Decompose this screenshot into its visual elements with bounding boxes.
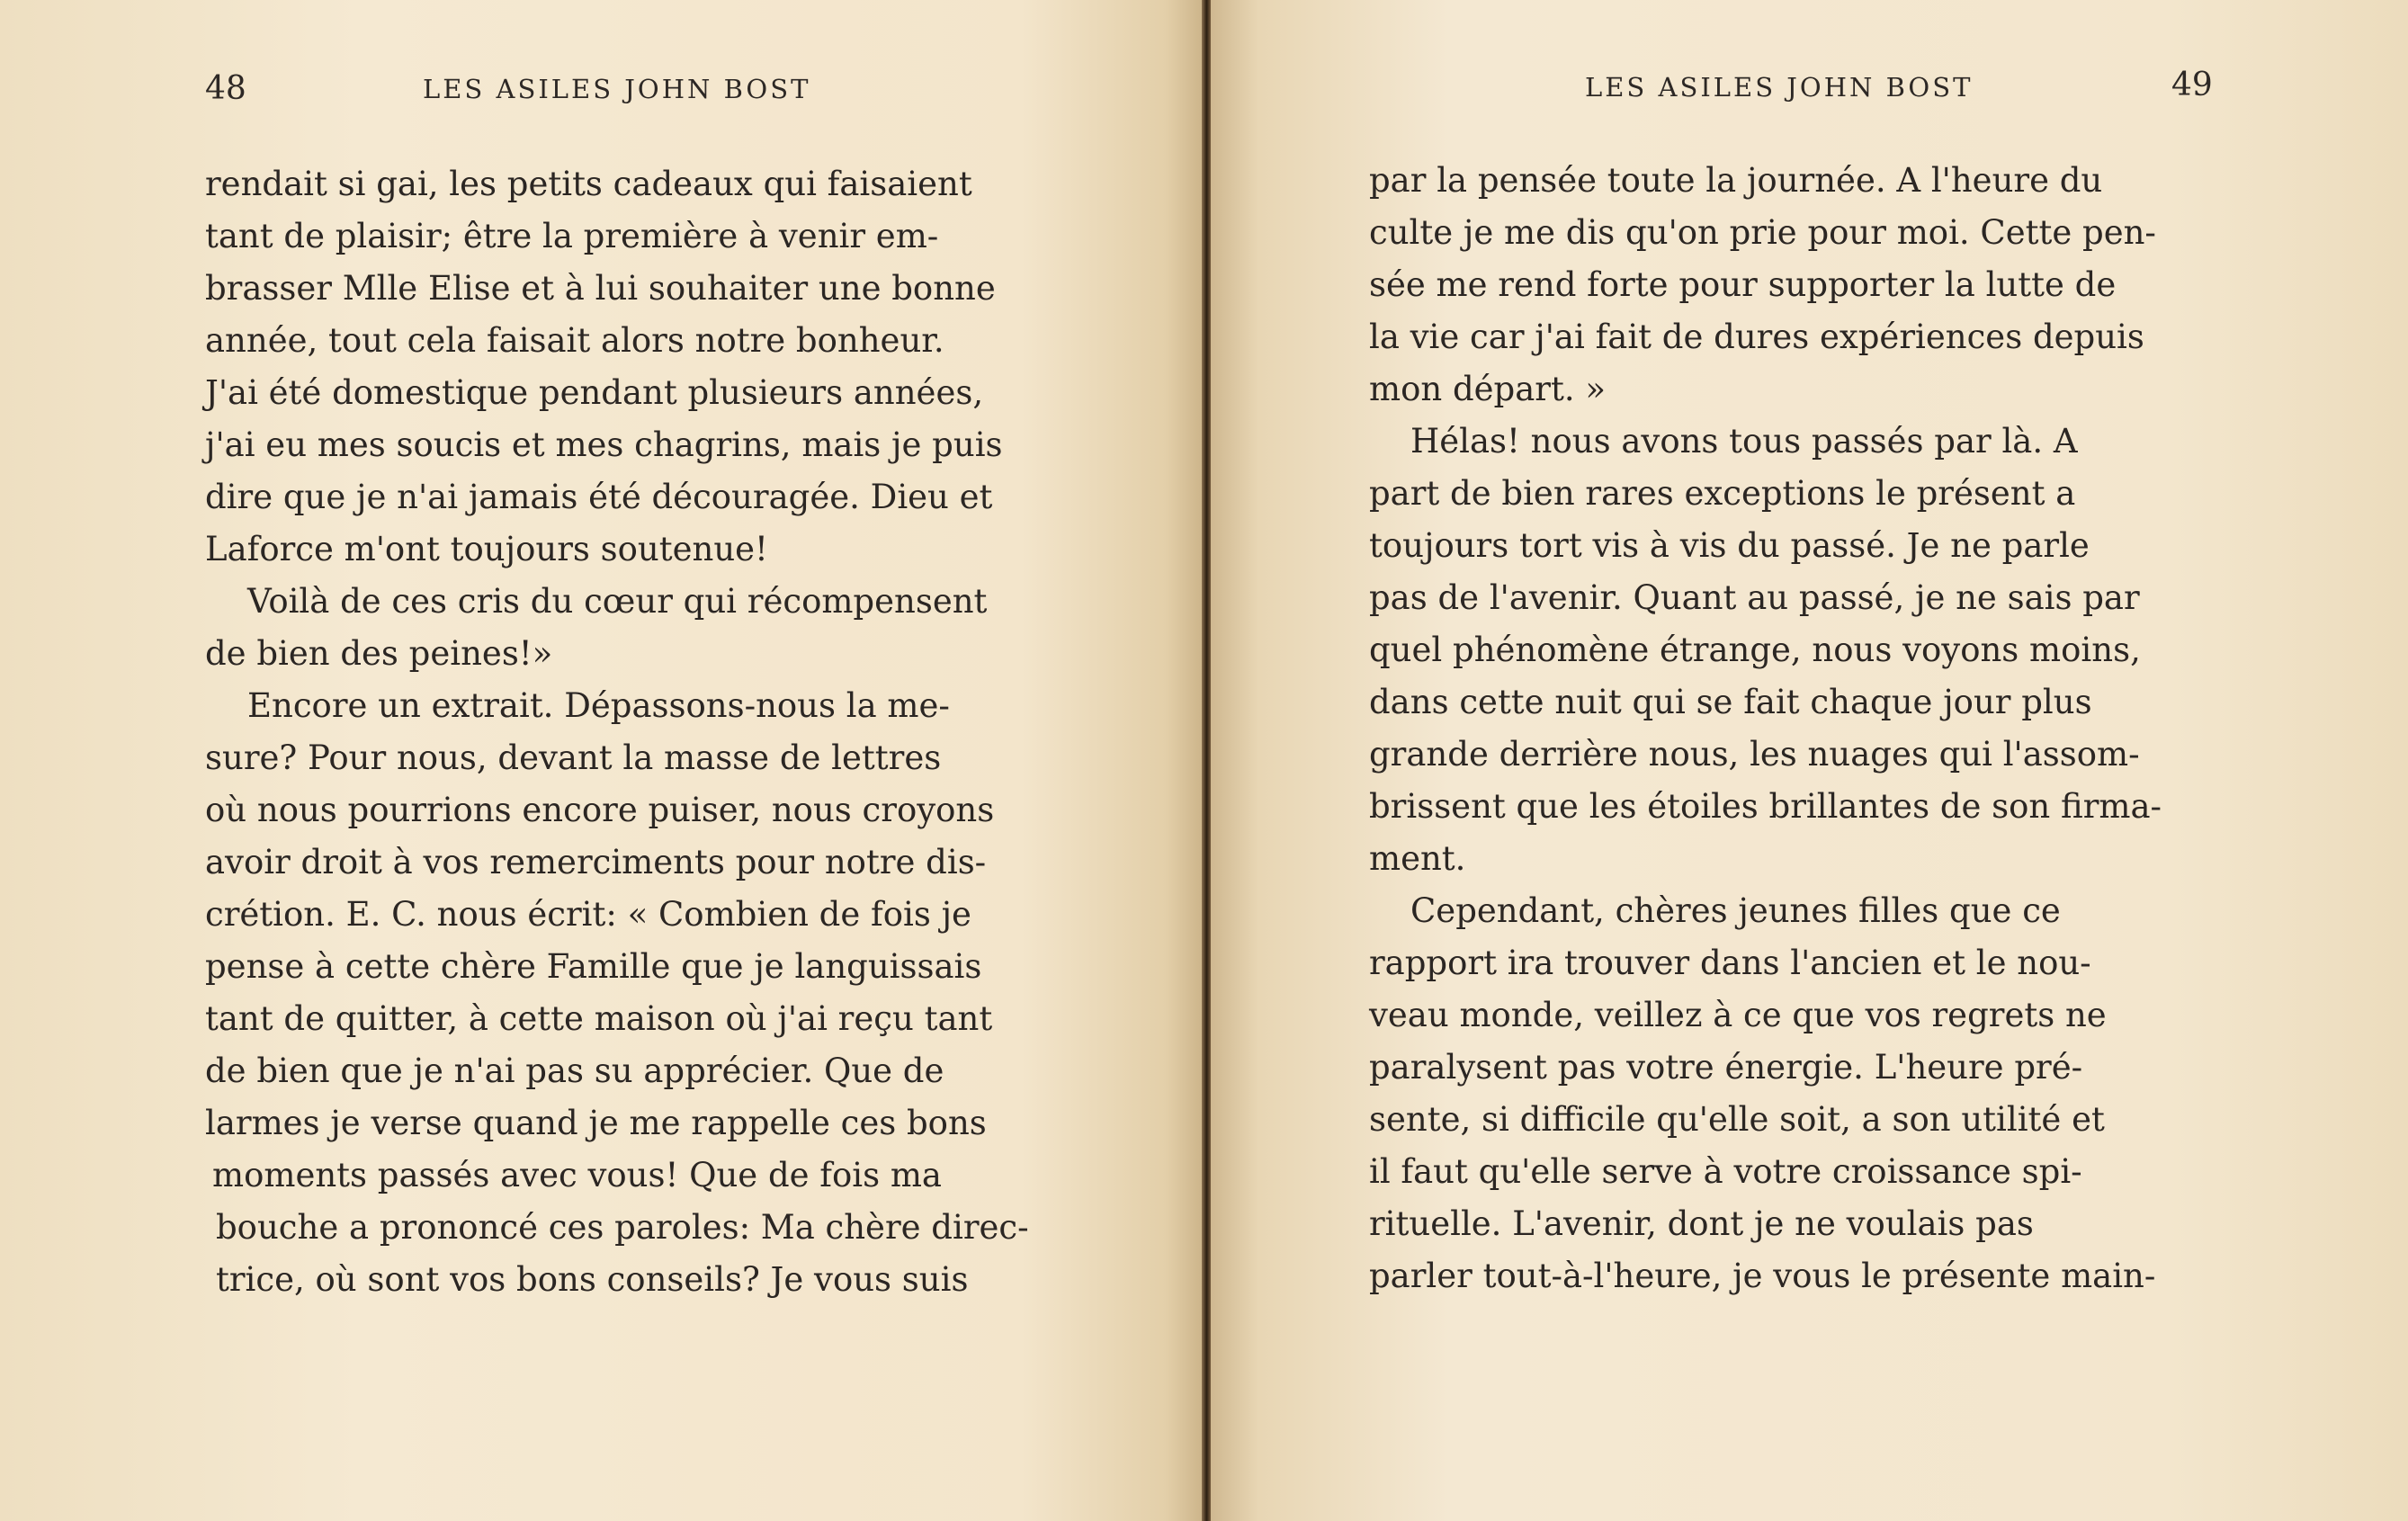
text-line: où nous pourrions encore puiser, nous croyons: [205, 791, 995, 829]
text-line: Encore un extrait. Dépassons-nous la me-: [247, 686, 950, 725]
text-line: il faut qu'elle serve à votre croissance spi-: [1369, 1152, 2082, 1191]
text-line: sée me rend forte pour supporter la lutte de: [1369, 265, 2117, 304]
text-line: bouche a prononcé ces paroles: Ma chère direc-: [216, 1208, 1029, 1247]
text-line: trice, où sont vos bons conseils? Je vous suis: [216, 1260, 969, 1299]
text-line: larmes je verse quand je me rappelle ces bons: [205, 1104, 987, 1142]
text-line: part de bien rares exceptions le présent a: [1369, 474, 2076, 513]
page-number: 48: [205, 70, 246, 107]
text-line: sure? Pour nous, devant la masse de lettres: [205, 738, 942, 777]
text-line: j'ai eu mes soucis et mes chagrins, mais je puis: [205, 425, 1003, 464]
text-line: dire que je n'ai jamais été découragée. Dieu et: [205, 478, 993, 516]
text-line: sente, si difficile qu'elle soit, a son utilité et: [1369, 1100, 2105, 1139]
text-line: pas de l'avenir. Quant au passé, je ne sais par: [1369, 578, 2140, 617]
text-line: rapport ira trouver dans l'ancien et le nou-: [1369, 944, 2091, 982]
text-line: moments passés avec vous! Que de fois ma: [212, 1156, 942, 1194]
book-gutter: [1202, 0, 1211, 1521]
text-line: Voilà de ces cris du cœur qui récompensent: [247, 582, 988, 621]
page-number: 49: [2171, 67, 2213, 103]
text-line: ment.: [1369, 839, 1466, 878]
text-line: dans cette nuit qui se fait chaque jour plus: [1369, 683, 2092, 721]
right-page: [1211, 0, 2408, 1521]
text-line: crétion. E. C. nous écrit: « Combien de fois je: [205, 895, 971, 934]
left-page: [0, 0, 1202, 1521]
text-line: pense à cette chère Famille que je languissais: [205, 947, 982, 986]
text-line: avoir droit à vos remerciments pour notre dis-: [205, 843, 987, 881]
running-head: LES ASILES JOHN BOST: [1585, 72, 1974, 103]
text-line: par la pensée toute la journée. A l'heure du: [1369, 161, 2103, 200]
text-line: J'ai été domestique pendant plusieurs années,: [205, 373, 984, 412]
text-line: tant de quitter, à cette maison où j'ai reçu tant: [205, 999, 993, 1038]
text-line: de bien des peines!»: [205, 634, 553, 673]
text-line: quel phénomène étrange, nous voyons moins,: [1369, 631, 2141, 669]
text-line: grande derrière nous, les nuages qui l'assom-: [1369, 735, 2140, 774]
text-line: veau monde, veillez à ce que vos regrets ne: [1369, 996, 2107, 1034]
text-line: Laforce m'ont toujours soutenue!: [205, 530, 768, 568]
text-line: tant de plaisir; être la première à venir em-: [205, 217, 939, 255]
text-line: année, tout cela faisait alors notre bonheur.: [205, 321, 944, 360]
text-line: mon départ. »: [1369, 370, 1606, 408]
text-line: rendait si gai, les petits cadeaux qui faisaient: [205, 165, 972, 203]
running-head: LES ASILES JOHN BOST: [423, 74, 811, 104]
text-line: brasser Mlle Elise et à lui souhaiter une bonne: [205, 269, 996, 308]
text-line: la vie car j'ai fait de dures expériences depuis: [1369, 318, 2144, 356]
text-line: Cependant, chères jeunes filles que ce: [1410, 891, 2061, 930]
text-line: paralysent pas votre énergie. L'heure pré-: [1369, 1048, 2083, 1087]
text-line: culte je me dis qu'on prie pour moi. Cette pen-: [1369, 213, 2156, 252]
text-line: Hélas! nous avons tous passés par là. A: [1410, 422, 2078, 461]
text-line: toujours tort vis à vis du passé. Je ne parle: [1369, 526, 2090, 565]
text-line: parler tout-à-l'heure, je vous le présente main-: [1369, 1257, 2156, 1295]
text-line: brissent que les étoiles brillantes de son firma-: [1369, 787, 2162, 826]
text-line: rituelle. L'avenir, dont je ne voulais pas: [1369, 1204, 2034, 1243]
text-line: de bien que je n'ai pas su apprécier. Que de: [205, 1051, 944, 1090]
